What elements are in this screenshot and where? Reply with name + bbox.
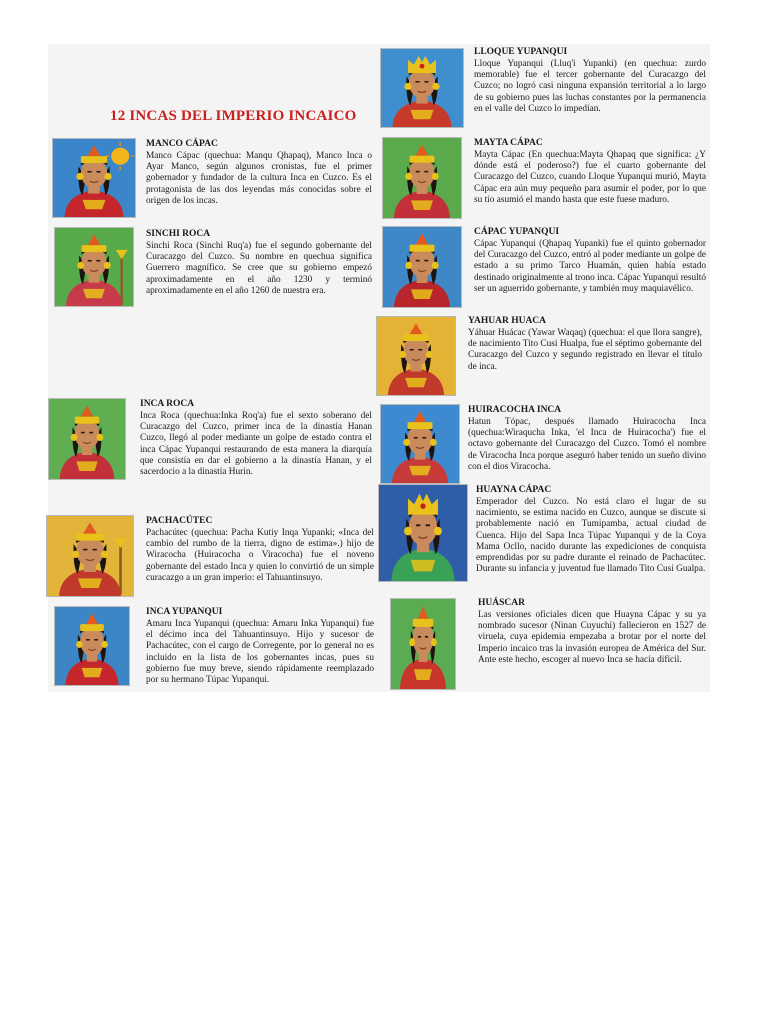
portrait-huiracocha-inca [380, 404, 460, 484]
inca-portrait-illustration [53, 139, 135, 217]
inca-portrait-illustration [381, 49, 463, 127]
inca-name: MANCO CÁPAC [146, 139, 218, 149]
inca-portrait-illustration [55, 607, 129, 685]
inca-name: HUAYNA CÁPAC [476, 485, 552, 495]
portrait-huascar [390, 598, 456, 690]
inca-name: LLOQUE YUPANQUI [474, 47, 568, 57]
inca-description: Mayta Cápac (En quechua:Mayta Qhapaq que significa: ¿Y dónde está el poderoso?) fue el cuarto gobernante del Curacazgo del Cuzco, cuando Lloque Yupanqui murió, Mayta Cápac era aún muy pequeño para asumir el poder, por lo que su tío asumió el mando hasta que este fuese maduro. [474, 150, 706, 205]
inca-name: CÁPAC YUPANQUI [474, 227, 560, 237]
inca-name: INCA ROCA [140, 399, 195, 409]
inca-name: YAHUAR HUACA [468, 316, 547, 326]
inca-description: Cápac Yupanqui (Qhapaq Yupanki) fue el quinto gobernador del Curacazgo del Cuzco, entró al poder mediante un golpe de estado a su primo Tarco Huamán, quien había estado destinado originalmente al trono inca. Cápac Yupanqui resultó ser un aguerrido gobernante, y también muy maquiavélico. [474, 239, 706, 294]
portrait-capac-yupanqui [382, 226, 462, 308]
inca-description: Lloque Yupanqui (Lluq'i Yupanki) (en quechua: zurdo memorable) fue el tercer gobernante del Curacazgo del Cuzco; no logró casi ninguna expansión territorial a lo largo de su gobierno pues las luchas constantes por la permanencia en el valle del Cuzco lo impedían. [474, 59, 706, 114]
inca-name: MAYTA CÁPAC [474, 138, 543, 148]
inca-name: PACHACÚTEC [146, 516, 213, 526]
inca-description: Las versiones oficiales dicen que Huayna Cápac y su ya nombrado sucesor (Ninan Cuyuchi) fallecieron en 1527 de viruela, cuya epidemia empezaba a brotar por el norte del Imperio incaico tras la invasión europea de América del Sur. Ante este hecho, escoger al nuevo Inca se hacía difícil. [478, 610, 706, 665]
inca-portrait-illustration [55, 228, 133, 306]
portrait-inca-yupanqui [54, 606, 130, 686]
inca-description: Amaru Inca Yupanqui (quechua: Amaru Inka Yupanqui) fue el décimo inca del Tahuantinsuyo. Hijo y sucesor de Pachacútec, con el cargo de Corregente, por lo general no es incluido en la lista de los gobernantes incas, pues su gobierno fue muy breve, siendo rápidamente reemplazado por su hermano Túpac Yupanqui. [146, 619, 374, 686]
inca-portrait-illustration [49, 399, 125, 479]
inca-name: INCA YUPANQUI [146, 607, 223, 617]
inca-description: Pachacútec (quechua: Pacha Kutiy Inqa Yupanki; «Inca del cambio del rumbo de la tierra, digno de estima».) hijo de Wiracocha (Huiracocha o Viracocha) fue el noveno gobernante del estado Inca y quien lo convirtió de un simple curacazgo a un gran imperio: el Tahuantinsuyo. [146, 528, 374, 583]
inca-portrait-illustration [391, 599, 455, 689]
portrait-yahuar-huaca [376, 316, 456, 396]
inca-portrait-illustration [377, 317, 455, 395]
portrait-pachacutec [46, 515, 134, 597]
inca-description: Hatun Tópac, después llamado Huiracocha Inca (quechua:Wiraqucha Inka, 'el Inca de Huiracocha') fue el octavo gobernante del Curacazgo del Cuzco. Tomó el nombre de Viracocha Inca porque aseguró haber tenido un sueño divino con el dios Viracocha. [468, 417, 706, 472]
inca-name: HUÁSCAR [478, 598, 525, 608]
portrait-huayna-capac [378, 484, 468, 582]
portrait-mayta-capac [382, 137, 462, 219]
inca-description: Emperador del Cuzco. No está claro el lugar de su nacimiento, se estima nacido en Cuzco, aunque se discute si probablemente nació en Tumipamba, actual ciudad de Cuenca. Hijo del Sapa Inca Túpac Yupanqui y de la Coya Mama Ocllo, nacido durante las expediciones de conquista emprendidas por su padre durante el reinado de Pachacútec. Durante su infancia y juventud fue llamado Tito Cusi Gualpa. [476, 497, 706, 575]
inca-description: Inca Roca (quechua:Inka Roq'a) fue el sexto soberano del Curacazgo del Cuzco, primer inca de la dinastía Hanan Cuzco, llegó al poder mediante un golpe de estado contra el inca Cápac Yupanqui restaurando de esta manera la diarquía que consistía en dar el gobierno a la dinastía Hanan, y el sacerdocio a la dinastía Hurin. [140, 411, 372, 478]
inca-name: HUIRACOCHA INCA [468, 405, 562, 415]
inca-portrait-illustration [47, 516, 133, 596]
inca-description: Sinchi Roca (Sinchi Ruq'a) fue el segundo gobernante del Curacazgo del Cuzco. Su nombre en quechua significa Guerrero magnífico. Se cree que su gobierno empezó aproximadamente en el año 1230 y terminó aproximadamente en el año 1260 de nuestra era. [146, 241, 372, 296]
inca-portrait-illustration [379, 485, 467, 581]
inca-portrait-illustration [383, 138, 461, 218]
page-title: 12 INCAS DEL IMPERIO INCAICO [110, 108, 357, 124]
portrait-sinchi-roca [54, 227, 134, 307]
inca-description: Yáhuar Huácac (Yawar Waqaq) (quechua: el que llora sangre), de nacimiento Tito Cusi Hualpa, fue el séptimo gobernante del Curacazgo del Cuzco y segundo registrado en llevar el título de inca. [468, 328, 702, 372]
inca-portrait-illustration [381, 405, 459, 483]
portrait-lloque-yupanqui [380, 48, 464, 128]
inca-portrait-illustration [383, 227, 461, 307]
inca-name: SINCHI ROCA [146, 229, 211, 239]
inca-description: Manco Cápac (quechua: Manqu Qhapaq), Manco Inca o Ayar Manco, según algunos cronistas, fue el primer gobernador y fundador de la cultura Inca en Cuzco. Es el protagonista de las dos leyendas más conocidas sobre el origen de los incas. [146, 151, 372, 206]
portrait-manco-capac [52, 138, 136, 218]
portrait-inca-roca [48, 398, 126, 480]
